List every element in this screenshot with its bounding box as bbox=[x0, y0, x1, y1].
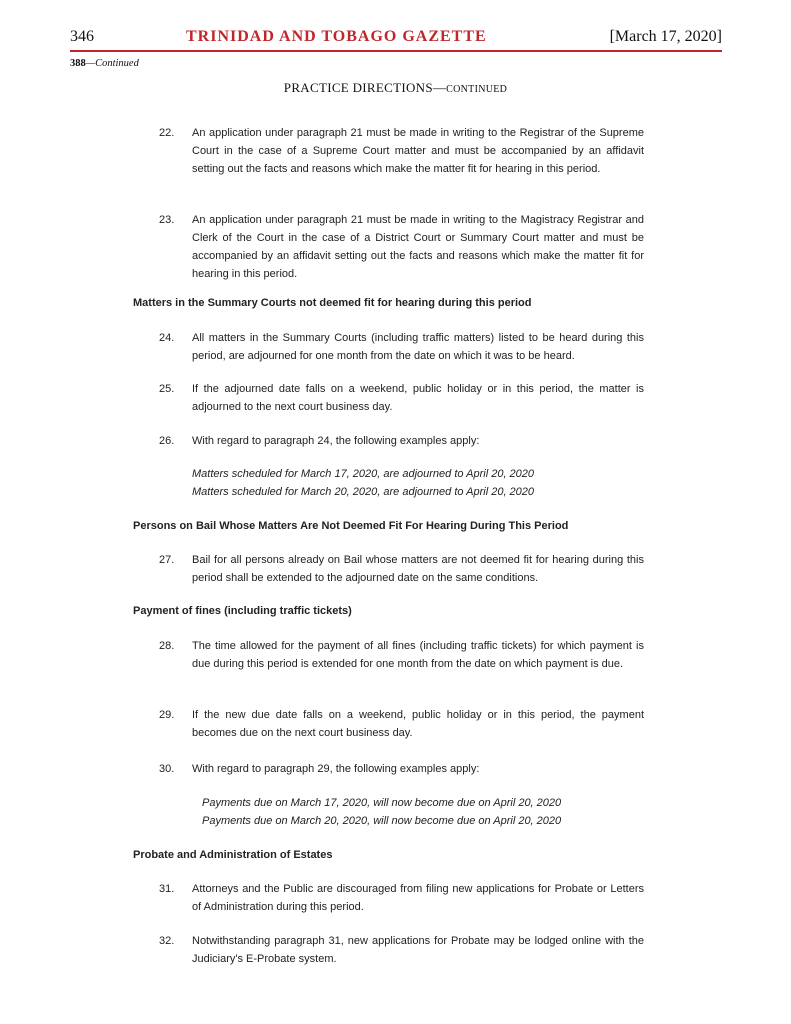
paragraph-number: 24. bbox=[159, 332, 175, 344]
paragraph-number: 30. bbox=[159, 763, 175, 775]
paragraph-text: If the new due date falls on a weekend, public holiday or in this period, the payment becomes due on the next court business day. bbox=[192, 709, 644, 739]
example-line: Matters scheduled for March 17, 2020, are adjourned to April 20, 2020 bbox=[192, 468, 535, 480]
heading-bail: Persons on Bail Whose Matters Are Not Deemed Fit For Hearing During This Period bbox=[133, 520, 569, 532]
paragraph-number: 29. bbox=[159, 709, 175, 721]
section-title-continued: CONTINUED bbox=[446, 84, 508, 95]
notice-reference bbox=[70, 58, 139, 69]
paragraph-text: With regard to paragraph 24, the following examples apply: bbox=[192, 435, 480, 447]
paragraph-number: 22. bbox=[159, 127, 175, 139]
paragraph-text: An application under paragraph 21 must be made in writing to the Registrar of the Supreme Court in the case of a Supreme Court matter and must be accompanied by an affidavit setting out the facts and reasons which make the matter fit for hearing in this period. bbox=[192, 127, 644, 175]
paragraph-number: 32. bbox=[159, 935, 175, 947]
example-line: Matters scheduled for March 20, 2020, are adjourned to April 20, 2020 bbox=[192, 486, 535, 498]
paragraph-text: Bail for all persons already on Bail whose matters are not deemed fit for hearing during this period shall be extended to the adjourned date on the same conditions. bbox=[192, 554, 644, 584]
page-number: 346 bbox=[70, 28, 94, 45]
example-line: Payments due on March 20, 2020, will now become due on April 20, 2020 bbox=[202, 815, 562, 827]
paragraph-30 bbox=[159, 760, 644, 778]
publication-title: TRINIDAD AND TOBAGO GAZETTE bbox=[186, 28, 487, 45]
paragraph-number: 25. bbox=[159, 383, 175, 395]
paragraph-text: Attorneys and the Public are discouraged from filing new applications for Probate or Letters of Administration during this period. bbox=[192, 883, 644, 913]
paragraph-text: An application under paragraph 21 must be made in writing to the Magistracy Registrar and Clerk of the Court in the case of a District Court or Summary Court matter and must be accompanied by an affidavit setting out the facts and reasons which make the matter fit for hearing in this period. bbox=[192, 214, 644, 280]
paragraph-26 bbox=[159, 432, 644, 450]
paragraph-29 bbox=[159, 706, 644, 742]
paragraph-27 bbox=[159, 551, 644, 587]
paragraph-number: 28. bbox=[159, 640, 175, 652]
paragraph-text: With regard to paragraph 29, the following examples apply: bbox=[192, 763, 480, 775]
notice-number: 388 bbox=[70, 58, 86, 69]
paragraph-23 bbox=[159, 211, 644, 283]
header-divider bbox=[70, 50, 722, 52]
paragraph-number: 27. bbox=[159, 554, 175, 566]
paragraph-22 bbox=[159, 124, 644, 178]
paragraph-24 bbox=[159, 329, 644, 365]
section-title bbox=[0, 80, 791, 96]
issue-date: [March 17, 2020] bbox=[609, 28, 722, 45]
paragraph-number: 31. bbox=[159, 883, 175, 895]
paragraph-32 bbox=[159, 932, 644, 968]
section-title-text: PRACTICE DIRECTIONS— bbox=[283, 80, 447, 95]
example-line: Payments due on March 17, 2020, will now become due on April 20, 2020 bbox=[202, 797, 562, 809]
paragraph-text: Notwithstanding paragraph 31, new applications for Probate may be lodged online with the Judiciary's E-Probate system. bbox=[192, 935, 644, 965]
heading-probate: Probate and Administration of Estates bbox=[133, 849, 333, 861]
paragraph-number: 23. bbox=[159, 214, 175, 226]
heading-summary-courts: Matters in the Summary Courts not deemed fit for hearing during this period bbox=[133, 297, 532, 309]
page-header bbox=[70, 28, 722, 48]
paragraph-25 bbox=[159, 380, 644, 416]
notice-continued: —Continued bbox=[85, 58, 139, 69]
paragraph-text: If the adjourned date falls on a weekend, public holiday or in this period, the matter is adjourned to the next court business day. bbox=[192, 383, 644, 413]
paragraph-number: 26. bbox=[159, 435, 175, 447]
paragraph-text: All matters in the Summary Courts (including traffic matters) listed to be heard during this period, are adjourned for one month from the date on which it was to be heard. bbox=[192, 332, 644, 362]
heading-fines: Payment of fines (including traffic tickets) bbox=[133, 605, 352, 617]
paragraph-text: The time allowed for the payment of all fines (including traffic tickets) for which payment is due during this period is extended for one month from the date on which payment is due. bbox=[192, 640, 644, 670]
paragraph-31 bbox=[159, 880, 644, 916]
paragraph-28 bbox=[159, 637, 644, 673]
